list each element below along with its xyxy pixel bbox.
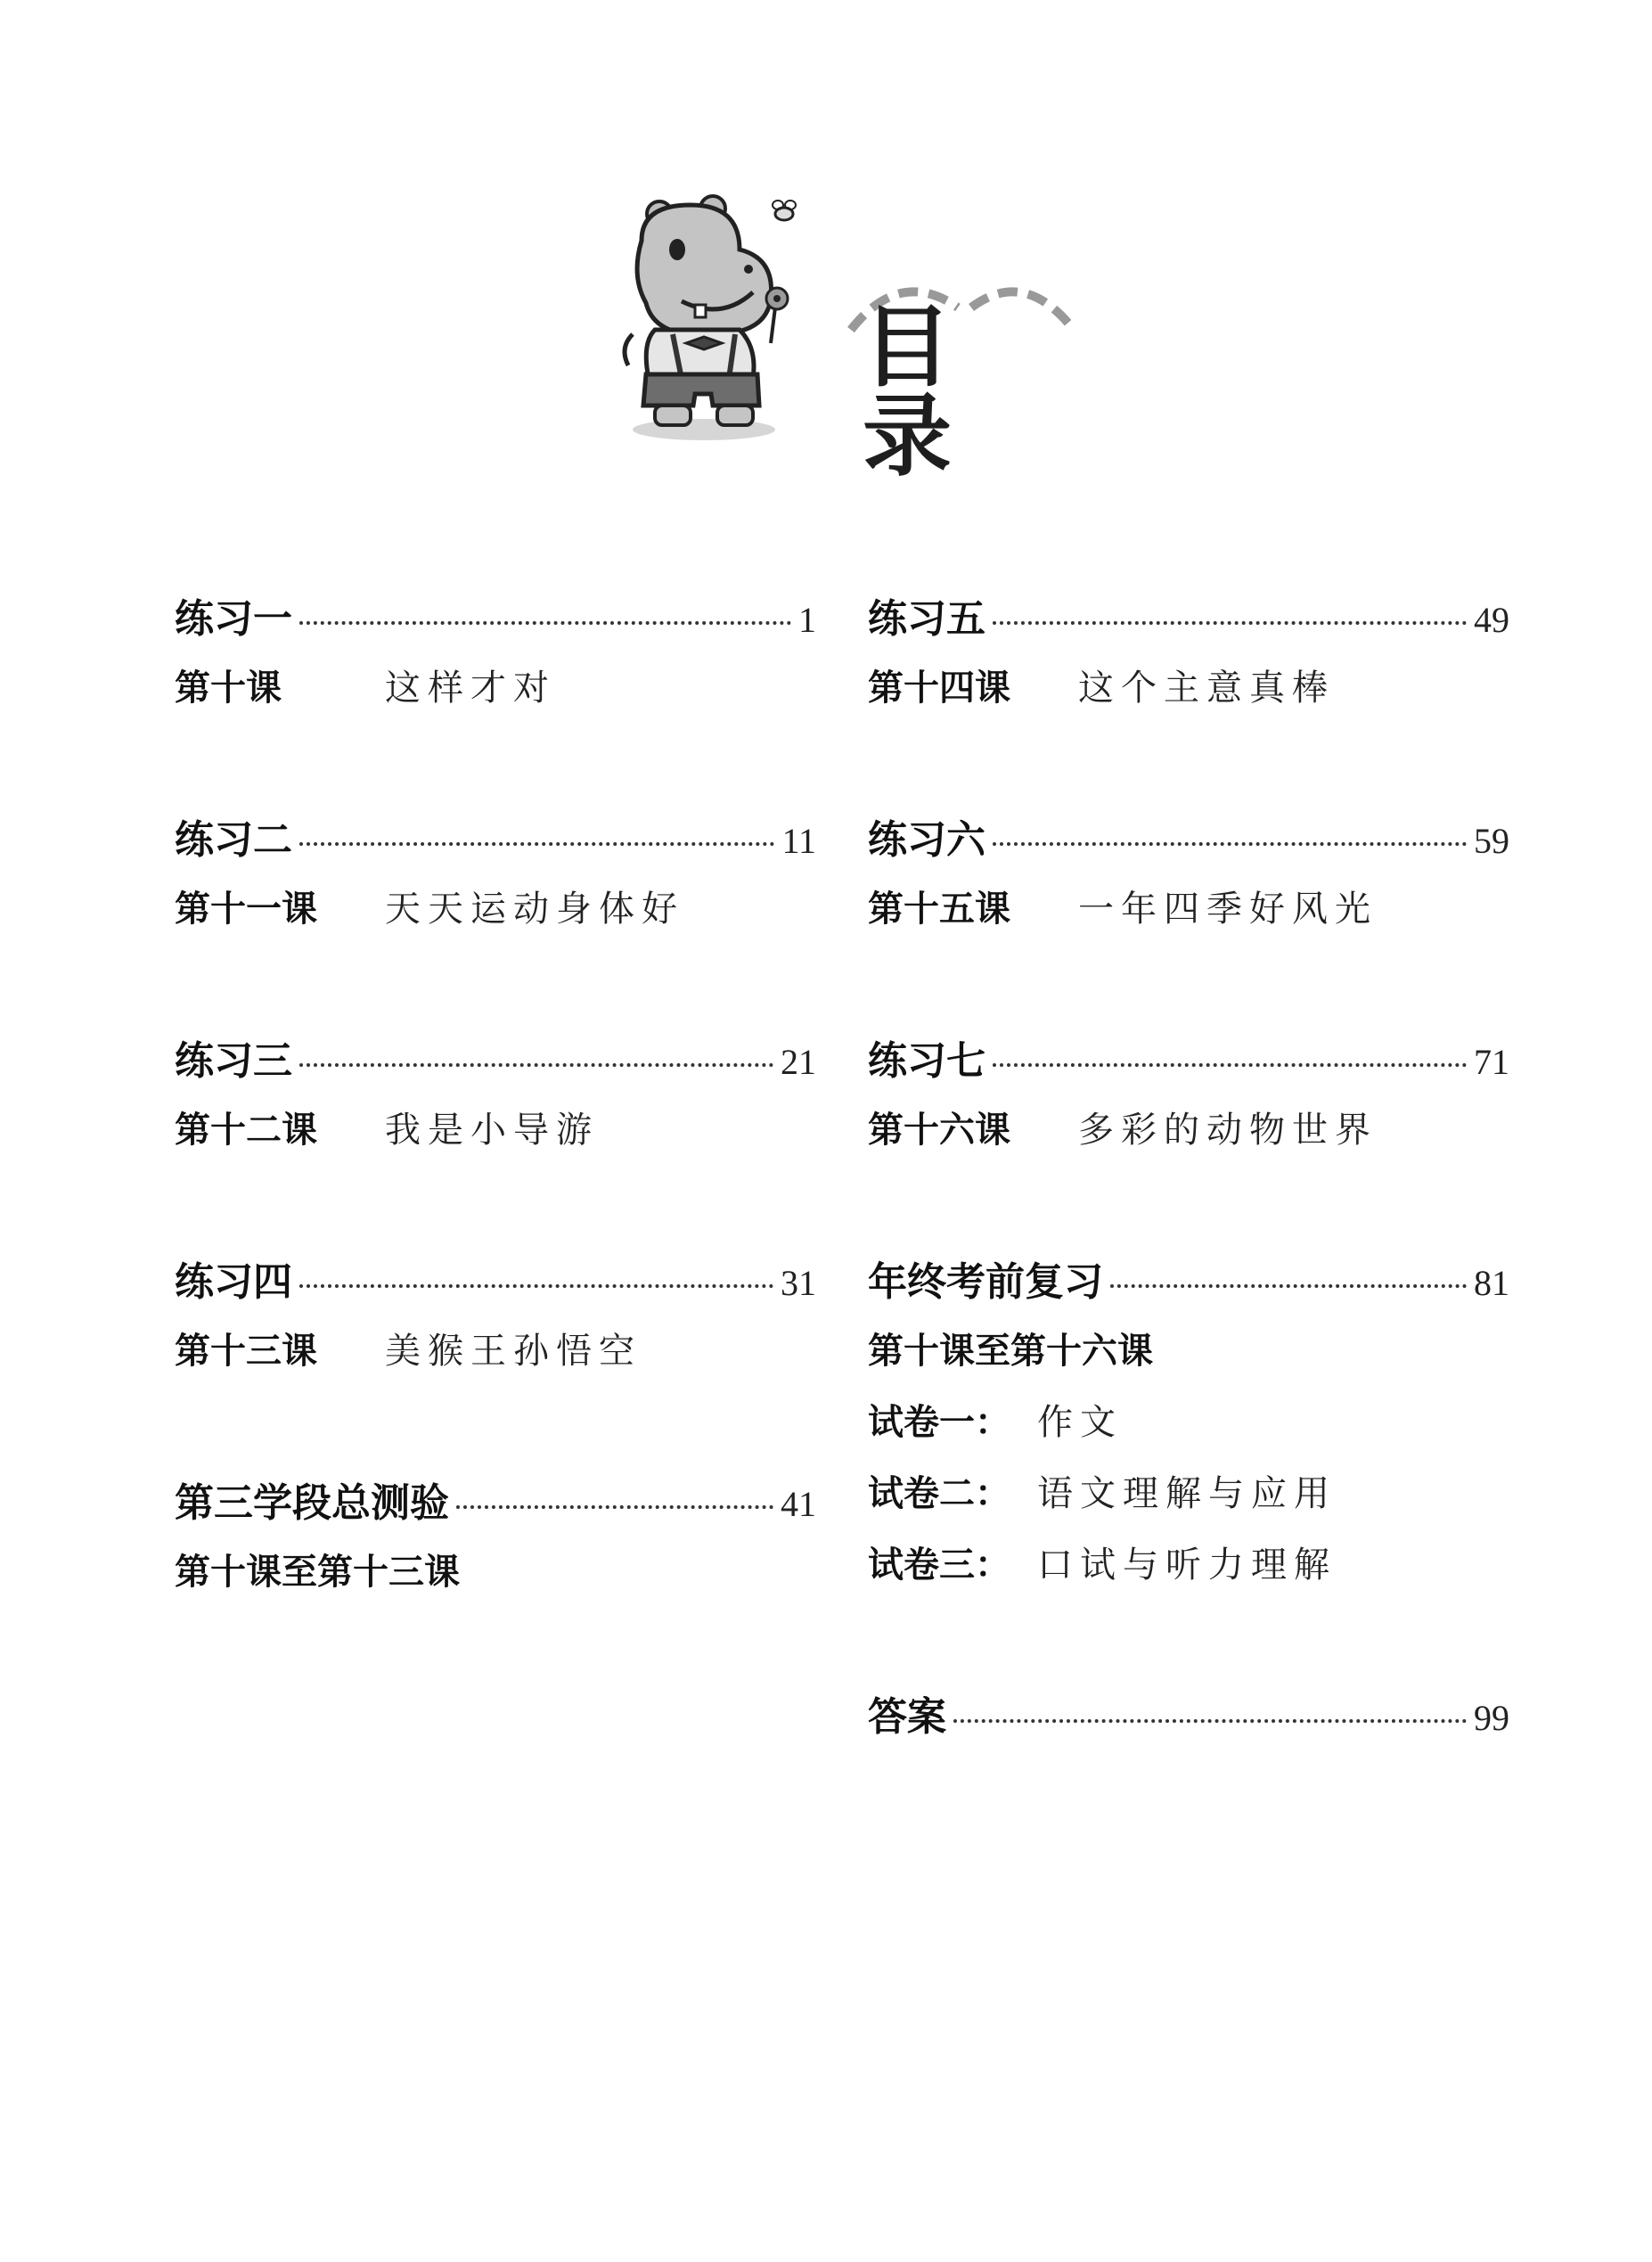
toc-entry-exercise-5[interactable] (868, 570, 1509, 720)
toc-entry-exercise-4[interactable] (175, 1233, 816, 1383)
lesson-label: 第十课至第十六课 (868, 1330, 1153, 1372)
page-title: 目 录 (863, 295, 987, 488)
toc-right-column (868, 570, 1509, 1747)
entry-title: 练习一 (175, 596, 292, 642)
toc-entry-exercise-7[interactable] (868, 1012, 1509, 1162)
lesson-topic: 多彩的动物世界 (1078, 1109, 1378, 1151)
dot-leader (456, 1505, 773, 1509)
hippo-mascot-icon (606, 187, 802, 446)
toc-entry-exercise-1[interactable] (175, 570, 816, 720)
toc-header (606, 187, 1087, 488)
lesson-label: 第十五课 (868, 888, 1010, 930)
toc-left-column (175, 570, 816, 1604)
entry-title: 练习二 (175, 817, 292, 863)
page-number: 11 (781, 821, 816, 861)
lesson-topic: 我是小导游 (385, 1109, 599, 1151)
lesson-label: 第十二课 (175, 1109, 317, 1151)
lesson-topic: 美猴王孙悟空 (385, 1330, 642, 1372)
entry-title: 第三学段总测验 (175, 1480, 449, 1526)
page-number: 31 (781, 1263, 816, 1303)
dot-leader (299, 1284, 773, 1288)
paper-label: 试卷一： (868, 1401, 1010, 1443)
lesson-label: 第十课 (175, 667, 282, 709)
paper-topic: 语文理解与应用 (1037, 1472, 1337, 1514)
entry-title: 练习三 (175, 1038, 292, 1084)
toc-entry-year-end-review[interactable] (868, 1233, 1509, 1597)
paper-label: 试卷二： (868, 1472, 1010, 1514)
dot-leader (993, 1063, 1467, 1067)
dot-leader (993, 842, 1467, 846)
page-number: 81 (1474, 1263, 1509, 1303)
toc-entry-term-test[interactable] (175, 1455, 816, 1604)
entry-title: 练习七 (868, 1038, 985, 1084)
dot-leader (299, 842, 774, 846)
lesson-topic: 天天运动身体好 (385, 888, 684, 930)
dot-leader (953, 1719, 1467, 1723)
dot-leader (299, 1063, 773, 1067)
page-number: 59 (1474, 821, 1509, 861)
lesson-label: 第十课至第十三课 (175, 1551, 460, 1593)
entry-title: 练习五 (868, 596, 985, 642)
paper-topic: 作文 (1037, 1401, 1123, 1443)
page-number: 49 (1474, 600, 1509, 640)
toc-entry-exercise-2[interactable] (175, 791, 816, 941)
paper-topic: 口试与听力理解 (1037, 1544, 1337, 1586)
lesson-topic: 这样才对 (385, 667, 556, 709)
lesson-label: 第十四课 (868, 667, 1010, 709)
entry-title: 年终考前复习 (868, 1259, 1103, 1305)
lesson-topic: 一年四季好风光 (1078, 888, 1378, 930)
page-number: 41 (781, 1484, 816, 1524)
page-number: 71 (1474, 1042, 1509, 1082)
entry-title: 答案 (868, 1694, 946, 1740)
toc-entry-exercise-3[interactable] (175, 1012, 816, 1162)
dot-leader (299, 621, 791, 625)
entry-title: 练习四 (175, 1259, 292, 1305)
lesson-label: 第十一课 (175, 888, 317, 930)
dot-leader (1110, 1284, 1467, 1288)
lesson-topic: 这个主意真棒 (1078, 667, 1335, 709)
page-number: 99 (1474, 1698, 1509, 1738)
lesson-label: 第十六课 (868, 1109, 1010, 1151)
toc-entry-answers[interactable] (868, 1668, 1509, 1747)
toc-entry-exercise-6[interactable] (868, 791, 1509, 941)
entry-title: 练习六 (868, 817, 985, 863)
page-number: 1 (798, 600, 816, 640)
lesson-label: 第十三课 (175, 1330, 317, 1372)
paper-label: 试卷三： (868, 1544, 1010, 1586)
page-number: 21 (781, 1042, 816, 1082)
dot-leader (993, 621, 1467, 625)
